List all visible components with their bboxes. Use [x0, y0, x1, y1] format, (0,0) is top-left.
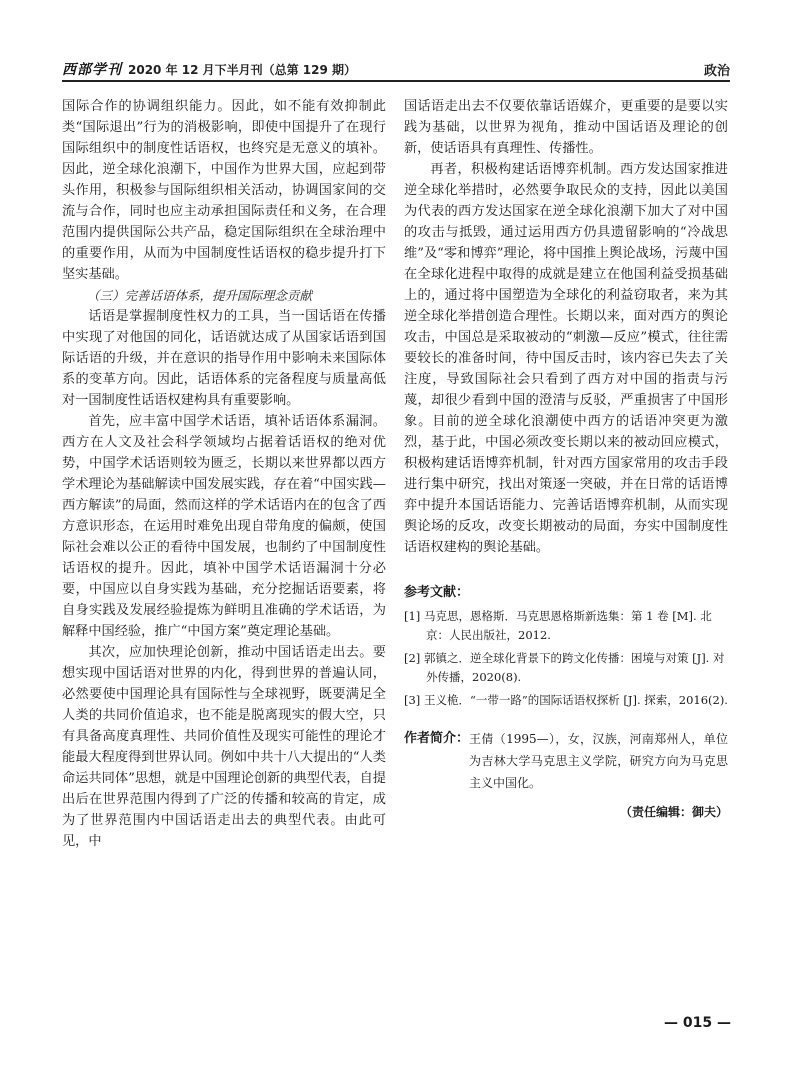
- paragraph: 再者，积极构建话语博弈机制。西方发达国家推进逆全球化举措时，必然要争取民众的支持，因此以美国为代表的西方发达国家在逆全球化浪潮下加大了对中国的攻击与抵毁，通过运用西方仍具遗留影响的“冷战思维”及“零和博弈”理论，将中国推上舆论战场，污蔑中国在全球化进程中取得的成就是建立在他国利益受损基础上的，通过将中国塑造为全球化的利益窃取者，来为其逆全球化举措创造合理性。长期以来，面对西方的舆论攻击，中国总是采取被动的“刺激—反应”模式，往往需要较长的准备时间，待中国反击时，该内容已失去了关注度，导致国际社会只看到了西方对中国的指责与污蔑，却很少看到中国的澄清与反驳，严重损害了中国形象。目前的逆全球化浪潮使中西方的话语冲突更为激烈，基于此，中国必须改变长期以来的被动回应模式，积极构建话语博弈机制，针对西方国家常用的攻击手段进行集中研究，找出对策逐一突破，并在日常的话语博弈中提升本国话语能力、完善话语博弈机制，从而实现舆论场的反攻，改变长期被动的局面，夯实中国制度性话语权建构的舆论基础。: [404, 162, 728, 555]
- journal-logo: 西部学刊: [62, 62, 122, 78]
- left-column: [62, 96, 386, 852]
- paragraph: 国际合作的协调组织能力。因此，如不能有效抑制此类“国际退出”行为的消极影响，即使中国提升了在现行国际组织中的制度性话语权，也终究是无意义的填补。因此，逆全球化浪潮下，中国作为世界大国，应起到带头作用，积极参与国际组织相关活动，协调国家间的交流与合作，同时也应主动承担国际责任和义务，在合理范围内提供国际公共产品，稳定国际组织在全球治理中的重要作用，从而为中国制度性话语权的稳步提升打下坚实基础。: [62, 99, 386, 282]
- paragraph: 首先，应丰富中国学术话语，填补话语体系漏洞。西方在人文及社会科学领域均占据着话语权的绝对优势，中国学术话语则较为匮乏，长期以来世界都以西方学术理论为基础解读中国发展实践，存在着“中国实践—西方解读”的局面，然而这样的学术话语内在的包含了西方意识形态，在运用时难免出现自带角度的偏颇，使国际社会难以公正的看待中国发展，也制约了中国制度性话语权的提升。因此，填补中国学术话语漏洞十分必要，中国应以自身实践为基础，充分挖掘话语要素，将自身实践及发展经验提炼为鲜明且准确的学术话语，为解释中国经验，推广“中国方案”奠定理论基础。: [62, 414, 386, 639]
- references-title: 参考文献：: [404, 585, 470, 600]
- paragraph: 话语是掌握制度性权力的工具，当一国话语在传播中实现了对他国的同化，话语就达成了从国家话语到国际话语的升级，并在意识的指导作用中影响未来国际体系的变革方向。因此，话语体系的完备程度与质量高低对一国制度性话语权建构具有重要影响。: [62, 309, 386, 408]
- section-title: 政治: [703, 63, 730, 79]
- reference-item: [1] 马克思，恩格斯．马克思恩格斯新选集：第 1 卷 [M]. 北京：人民出版社，2012.: [404, 609, 712, 642]
- page-number: — 015 —: [664, 1015, 731, 1031]
- page-header: [62, 58, 730, 82]
- header-left: [62, 59, 356, 79]
- author-bio: [404, 728, 728, 794]
- issue-info: 2020 年 12 月下半月刊（总第 129 期）: [128, 62, 357, 77]
- paragraph: 其次，应加快理论创新，推动中国话语走出去。要想实现中国话语对世界的内化，得到世界的普遍认同，必然要使中国理论具有国际性与全球视野，既要满足全人类的共同价值追求，也不能是脱离现实的假大空，只有具备高度真理性、共同价值性及现实可能性的理论才能最大程度得到世界认同。例如中共十八大提出的“人类命运共同体”思想，就是中国理论创新的典型代表，自提出后在世界范围内得到了广泛的传播和较高的肯定，成为了世界范围内中国话语走出去的典型代表。由此可见，中: [62, 645, 386, 849]
- right-column: [404, 96, 728, 823]
- author-label: 作者简介：: [404, 731, 470, 746]
- subheading: （三）完善话语体系，提升国际理念贡献: [87, 288, 313, 303]
- reference-item: [2] 郭镇之．逆全球化背景下的跨文化传播：困境与对策 [J]. 对外传播，2020(8).: [404, 651, 725, 684]
- editor-credit: （责任编辑：御夫）: [619, 805, 728, 819]
- author-text: 王倩（1995—），女，汉族，河南郑州人，单位为吉林大学马克思主义学院，研究方向为马克思主义中国化。: [469, 732, 728, 790]
- paragraph: 国话语走出去不仅要依靠话语媒介，更重要的是要以实践为基础，以世界为视角，推动中国话语及理论的创新，使话语具有真理性、传播性。: [404, 99, 728, 156]
- reference-item: [3] 王义桅．“一带一路”的国际话语权探析 [J]. 探索，2016(2).: [404, 693, 728, 707]
